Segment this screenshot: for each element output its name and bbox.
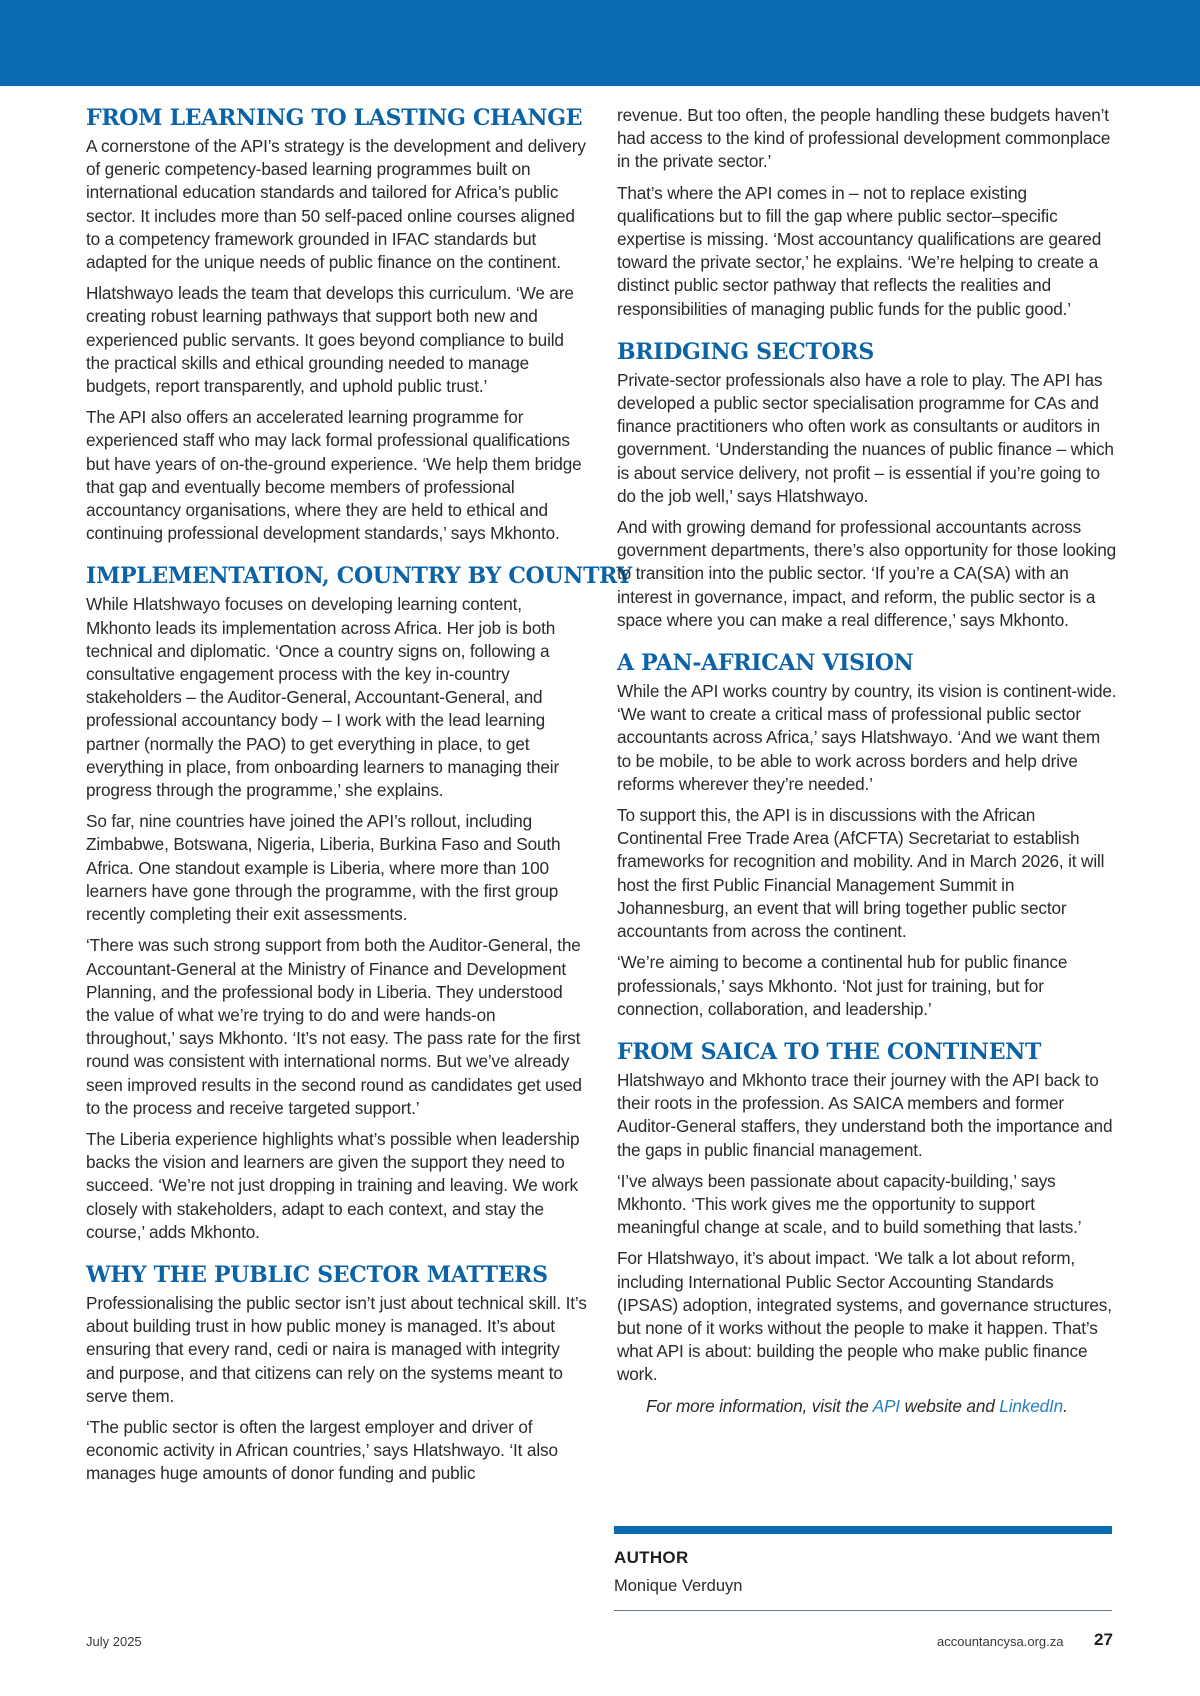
- footer-date: July 2025: [86, 1634, 142, 1649]
- paragraph: ‘I’ve always been passionate about capacity-building,’ says Mkhonto. ‘This work gives me the opportunity to support meaningful change at scale, and to build something that lasts.’: [617, 1170, 1082, 1238]
- top-banner: [0, 0, 1200, 86]
- paragraph: ‘There was such strong support from both the Auditor-General, the Accountant-General at the Ministry of Finance and Development Planning, and the professional body in Liberia. They understood the value of what we’re trying to do and were hands-on throughout,’ says Mkhonto. ‘It’s not easy. The pass rate for the first round was consistent with international norms. But we’ve already seen improved results in the second round as candidates get used to the process and receive targeted support.’: [86, 935, 582, 1118]
- paragraph: And with growing demand for professional accountants across government departments, there’s also opportunity for those looking to transition into the public sector. ‘If you’re a CA(SA) with an interest in governance, impact, and reform, the public sector is a space where you can make a real difference,’ says Mkhonto.: [617, 517, 1117, 630]
- author-divider-bar: [614, 1526, 1112, 1534]
- paragraph: To support this, the API is in discussions with the African Continental Free Trade Area (AfCFTA) Secretariat to establish frameworks for recognition and mobility. And in March 2026, it will host the first Public Financial Management Summit in Johannesburg, an event that will bring together public sector accountants from across the continent.: [617, 805, 1105, 942]
- section-heading-public-sector: WHY THE PUBLIC SECTOR MATTERS: [86, 1261, 548, 1288]
- section-heading-implementation: IMPLEMENTATION, COUNTRY BY COUNTRY: [86, 563, 632, 590]
- api-website-link[interactable]: API: [872, 1395, 900, 1416]
- more-info-prefix: For more information, visit the: [646, 1395, 873, 1416]
- more-info-middle: website and: [899, 1395, 1000, 1416]
- left-column: [86, 104, 632, 1494]
- right-column: [617, 104, 1117, 1418]
- paragraph: A cornerstone of the API’s strategy is the development and delivery of generic competency-based learning programmes built on international education standards and tailored for Africa’s public sector. It includes more than 50 self-paced online courses aligned to a competency framework grounded in IFAC standards but adapted for the unique needs of public finance on the continent.: [86, 136, 586, 273]
- section-heading-bridging: BRIDGING SECTORS: [617, 338, 874, 365]
- paragraph: ‘We’re aiming to become a continental hub for public finance professionals,’ says Mkhonto. ‘Not just for training, but for connection, collaboration, and leadership.’: [617, 952, 1068, 1019]
- paragraph: Hlatshwayo leads the team that develops this curriculum. ‘We are creating robust learning pathways that support both new and experienced public servants. It goes beyond compliance to build the practical skills and ethical grounding needed to manage budgets, report transparently, and uphold public trust.’: [86, 283, 574, 397]
- footer-website[interactable]: accountancysa.org.za: [937, 1634, 1064, 1649]
- paragraph: The Liberia experience highlights what’s possible when leadership backs the vision and learners are given the support they need to succeed. ‘We’re not just dropping in training and leaving. We work closely with stakeholders, adapt to each context, and stay the course,’ adds Mkhonto.: [86, 1128, 580, 1242]
- more-information-note: [617, 1395, 1117, 1418]
- section-heading-saica: FROM SAICA TO THE CONTINENT: [617, 1038, 1042, 1065]
- paragraph: Professionalising the public sector isn’t just about technical skill. It’s about building trust in how public money is managed. It’s about ensuring that every rand, cedi or naira is managed with integrity and purpose, and that citizens can rely on the systems meant to serve them.: [86, 1292, 587, 1406]
- author-label: AUTHOR: [614, 1548, 689, 1567]
- section-heading-pan-african: A PAN-AFRICAN VISION: [617, 650, 914, 677]
- author-bottom-rule: [614, 1610, 1112, 1611]
- paragraph: While Hlatshwayo focuses on developing learning content, Mkhonto leads its implementation across Africa. Her job is both technical and diplomatic. ‘Once a country signs on, following a consultative engagement process with the key in-country stakeholders – the Auditor-General, Accountant-General, and professional accountancy body – I work with the lead learning partner (normally the PAO) to get everything in place, to get everything in place, from onboarding learners to managing their progress through the programme,’ she explains.: [86, 594, 560, 801]
- paragraph: The API also offers an accelerated learning programme for experienced staff who may lack formal professional qualifications but have years of on-the-ground experience. ‘We help them bridge that gap and eventually become members of professional accountancy organisations, where they are held to ethical and continuing professional development standards,’ says Mkhonto.: [86, 407, 582, 544]
- page-number: 27: [1094, 1630, 1113, 1649]
- paragraph: Private-sector professionals also have a role to play. The API has developed a public sector specialisation programme for CAs and finance practitioners who often work as consultants or auditors in government. ‘Understanding the nuances of public finance – which is about service delivery, not profit – is essential if you’re going to do the job well,’ says Hlatshwayo.: [617, 369, 1114, 506]
- paragraph: ‘The public sector is often the largest employer and driver of economic activity in African countries,’ says Hlatshwayo. ‘It also manages huge amounts of donor funding and public: [86, 1416, 558, 1484]
- paragraph: While the API works country by country, its vision is continent-wide. ‘We want to create a critical mass of professional public sector accountants across Africa,’ says Hlatshwayo. ‘And we want them to be mobile, to be able to work across borders and help drive reforms wherever they’re needed.’: [617, 681, 1117, 794]
- paragraph: So far, nine countries have joined the API’s rollout, including Zimbabwe, Botswana, Nigeria, Liberia, Burkina Faso and South Africa. One standout example is Liberia, where more than 100 learners have gone through the programme, with the first group recently completing their exit assessments.: [86, 811, 561, 925]
- more-info-suffix: .: [1063, 1395, 1068, 1416]
- linkedin-link[interactable]: LinkedIn: [999, 1395, 1064, 1416]
- paragraph: That’s where the API comes in – not to replace existing qualifications but to fill the gap where public sector–specific expertise is missing. ‘Most accountancy qualifications are geared toward the private sector,’ he explains. ‘We’re helping to create a distinct public sector pathway that reflects the realities and responsibilities of managing public funds for the public good.’: [617, 182, 1102, 319]
- paragraph: revenue. But too often, the people handling these budgets haven’t had access to the kind of professional development commonplace in the private sector.’: [617, 105, 1111, 172]
- section-heading-learning: FROM LEARNING TO LASTING CHANGE: [86, 105, 583, 131]
- paragraph: For Hlatshwayo, it’s about impact. ‘We talk a lot about reform, including International Public Sector Accounting Standards (IPSAS) adoption, integrated systems, and governance structures, but none of it works without the people to make it happen. That’s what API is about: building the people who make public finance work.: [617, 1248, 1112, 1385]
- paragraph: Hlatshwayo and Mkhonto trace their journey with the API back to their roots in the profession. As SAICA members and former Auditor-General staffers, they understand both the importance and the gaps in public financial management.: [617, 1069, 1113, 1160]
- author-name: Monique Verduyn: [614, 1577, 743, 1595]
